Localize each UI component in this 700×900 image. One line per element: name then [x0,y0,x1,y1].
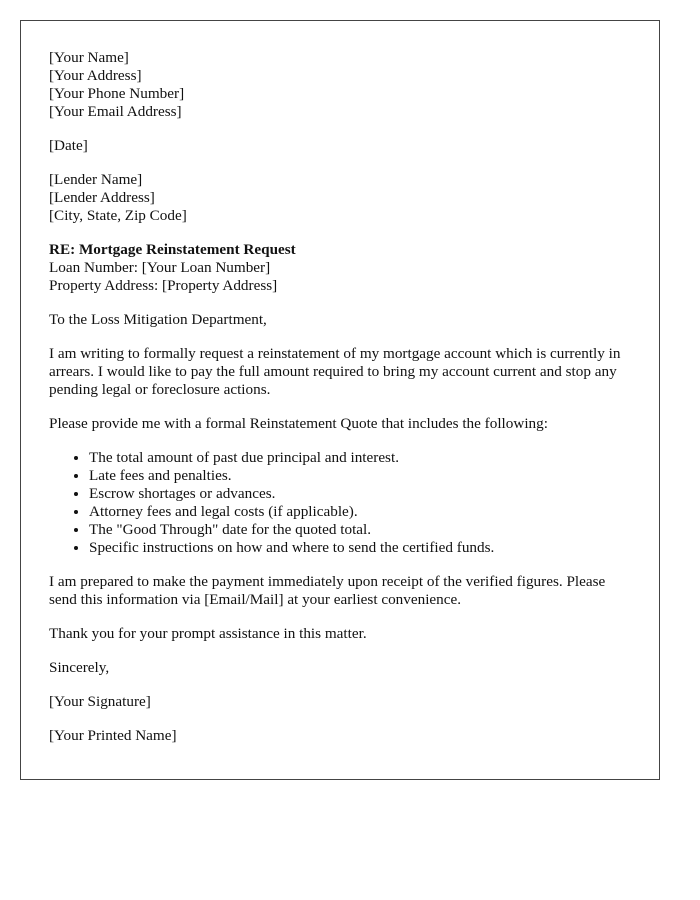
thanks-paragraph: Thank you for your prompt assistance in this matter. [49,625,367,642]
property-address: Property Address: [Property Address] [49,277,278,294]
quote-items-list [49,449,631,557]
printed-name: [Your Printed Name] [49,727,177,744]
salutation: To the Loss Mitigation Department, [49,311,267,328]
letter-date: [Date] [49,137,88,154]
subject-block [49,241,631,295]
list-item: • The "Good Through" date for the quoted total. [89,521,631,539]
list-item: • Attorney fees and legal costs (if applicable). [89,503,631,521]
recipient-name: [Lender Name] [49,171,143,188]
intro-paragraph: I am writing to formally request a reinstatement of my mortgage account which is currently in arrears. I would like to pay the full amount required to bring my account current and stop any pending legal or foreclosure actions. [49,345,621,398]
sender-name: [Your Name] [49,49,129,66]
subject-line: RE: Mortgage Reinstatement Request [49,241,296,258]
sender-email: [Your Email Address] [49,103,182,120]
signature-placeholder: [Your Signature] [49,693,151,710]
list-item: • Late fees and penalties. [89,467,631,485]
recipient-address: [Lender Address] [49,189,155,206]
recipient-city-state-zip: [City, State, Zip Code] [49,207,187,224]
loan-number: Loan Number: [Your Loan Number] [49,259,271,276]
list-item: • The total amount of past due principal and interest. [89,449,631,467]
payment-paragraph: I am prepared to make the payment immediately upon receipt of the verified figures. Please send this information via [Email/Mail] at your earliest convenience. [49,573,606,608]
sender-address: [Your Address] [49,67,142,84]
list-item: • Specific instructions on how and where to send the certified funds. [89,539,631,557]
sign-off: Sincerely, [49,659,110,676]
request-paragraph: Please provide me with a formal Reinstatement Quote that includes the following: [49,415,548,432]
sender-block [49,49,631,121]
recipient-block [49,171,631,225]
sender-phone: [Your Phone Number] [49,85,185,102]
letter-page [20,20,660,780]
list-item: • Escrow shortages or advances. [89,485,631,503]
date-block [49,137,631,155]
